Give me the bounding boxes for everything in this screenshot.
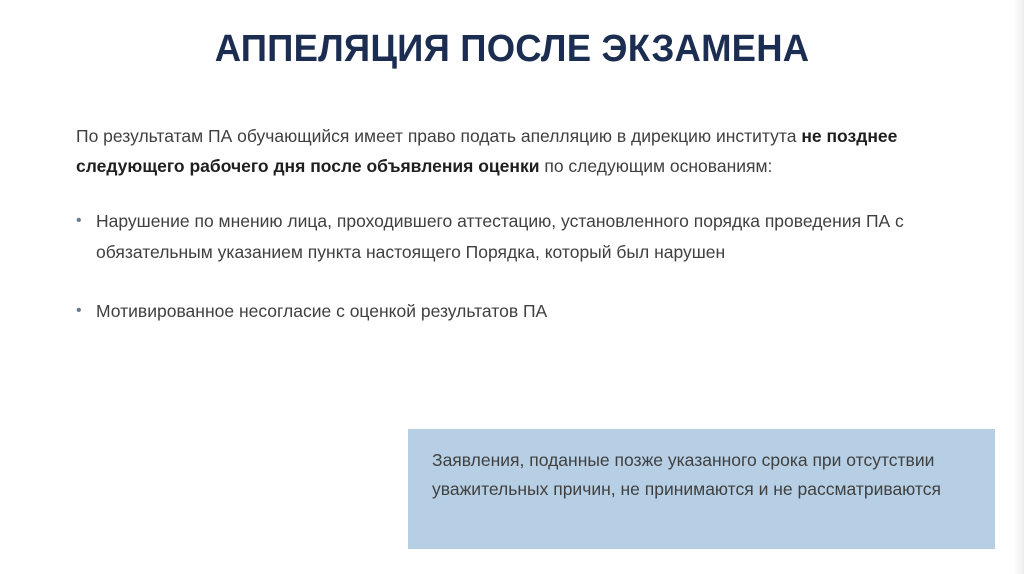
- note-text: Заявления, поданные позже указанного срока при отсутствии уважительных причин, не принимаются и не рассматриваются: [432, 450, 941, 499]
- intro-deadline-emphasis: не позднее следующего рабочего дня после объявления оценки: [76, 126, 898, 176]
- bullet-icon: •: [76, 212, 82, 229]
- intro-text-start: По результатам ПА обучающийся имеет право подать апелляцию в дирекцию института: [76, 126, 802, 146]
- slide-title: АППЕЛЯЦИЯ ПОСЛЕ ЭКЗАМЕНА: [214, 28, 810, 70]
- intro-paragraph: [76, 121, 926, 181]
- list-item: [76, 296, 926, 327]
- bullet-icon: •: [76, 302, 82, 319]
- note-box: [408, 429, 995, 549]
- grounds-list: [76, 206, 926, 327]
- intro-text-end: по следующим основаниям:: [539, 156, 773, 176]
- list-item: [76, 206, 926, 267]
- list-item-text: Нарушение по мнению лица, проходившего аттестацию, установленного порядка проведения ПА с обязательным указанием пункта настоящего Порядка, который был нарушен: [96, 211, 904, 262]
- list-item-text: Мотивированное несогласие с оценкой результатов ПА: [96, 301, 548, 321]
- slide-edge-shadow: [1014, 0, 1024, 574]
